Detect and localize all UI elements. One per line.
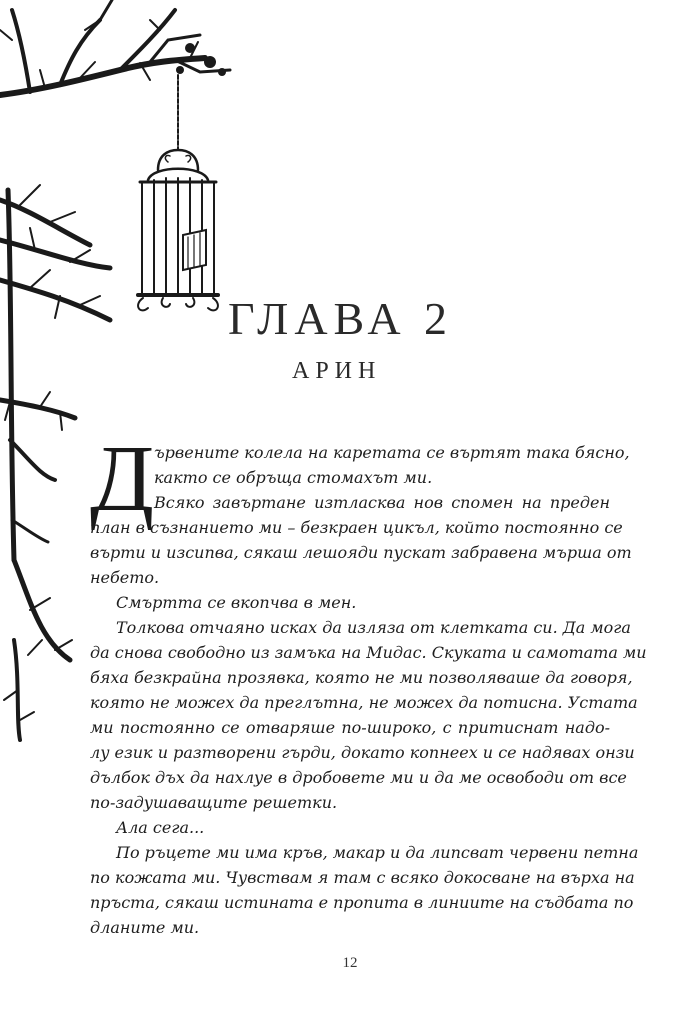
text-line: Ала сега... bbox=[116, 818, 205, 837]
text-line: По ръцете ми има кръв, макар и да липсват червени петна bbox=[116, 843, 639, 862]
text-line: дълбок дъх да нахлуе в дробовете ми и да ме освободи от все bbox=[90, 768, 627, 787]
text-line: пръста, сякаш истината е пропита в линиите на съдбата по bbox=[90, 893, 634, 912]
body-text bbox=[90, 440, 647, 940]
text-line: ървените колела на каретата се въртят така бясно, bbox=[154, 443, 630, 462]
text-line: план в съзнанието ми – безкраен цикъл, който постоянно се bbox=[90, 518, 623, 537]
chapter-title: ГЛАВА 2 bbox=[228, 293, 454, 344]
chapter-subtitle: АРИН bbox=[292, 358, 382, 384]
page-number: 12 bbox=[342, 955, 358, 971]
text-line: върти и изсипва, сякаш лешояди пускат забравена мърша от bbox=[90, 543, 632, 562]
text-line: която не можех да преглътна, не можех да потисна. Устата bbox=[90, 693, 638, 712]
text-line: Всяко завъртане изтласква нов спомен на преден bbox=[154, 493, 610, 512]
text-line: небето. bbox=[90, 568, 160, 587]
text-line: по-задушаващите решетки. bbox=[90, 793, 338, 812]
text-line: лу език и разтворени гърди, докато копнеех и се надявах онзи bbox=[90, 743, 635, 762]
text-line: по кожата ми. Чувствам я там с всяко докосване на върха на bbox=[90, 868, 635, 887]
text-line: Смъртта се вкопчва в мен. bbox=[116, 593, 357, 612]
drop-cap: Д bbox=[90, 427, 155, 531]
text-line: бяха безкрайна прозявка, която не ми позволяваше да говоря, bbox=[90, 668, 633, 687]
text-line: ми постоянно се отваряше по-широко, с притиснат надо- bbox=[90, 718, 610, 737]
birdcage-illustration bbox=[128, 70, 228, 315]
text-line: Толкова отчаяно исках да изляза от клетката си. Да мога bbox=[116, 618, 631, 637]
text-line: да снова свободно из замъка на Мидас. Скуката и самотата ми bbox=[90, 643, 647, 662]
text-line: както се обръща стомахът ми. bbox=[154, 468, 433, 487]
text-line: дланите ми. bbox=[90, 918, 200, 937]
